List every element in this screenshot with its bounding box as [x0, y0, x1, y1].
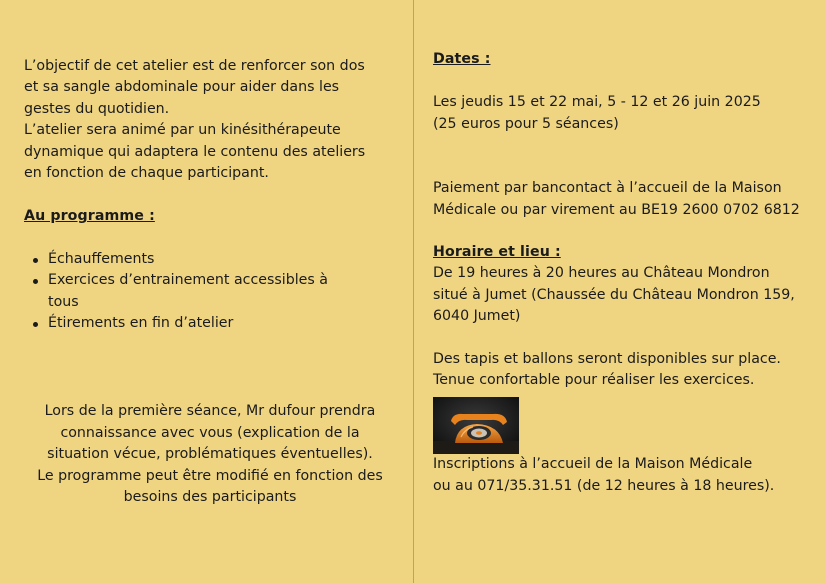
payment-line: Paiement par bancontact à l’accueil de la Maison — [433, 180, 782, 197]
left-column — [24, 56, 396, 509]
equipment-line: Tenue confortable pour réaliser les exercices. — [433, 372, 755, 389]
dates-line: Les jeudis 15 et 22 mai, 5 - 12 et 26 juin 2025 — [433, 94, 761, 111]
programme-heading: Au programme : — [24, 208, 155, 225]
intro-line: L’objectif de cet atelier est de renforcer son dos — [24, 58, 365, 74]
closing-line: situation vécue, problématiques éventuelles). — [47, 446, 373, 463]
intro-line: gestes du quotidien. — [24, 100, 170, 117]
payment-line: Médicale ou par virement au BE19 2600 0702 6812 — [433, 201, 800, 218]
closing-line: besoins des participants — [123, 489, 297, 506]
dates-line: (25 euros pour 5 séances) — [433, 115, 619, 132]
closing-line: Le programme peut être modifié en fonction des — [37, 467, 383, 484]
programme-item-text: Exercices d’entrainement accessibles à — [48, 272, 328, 289]
programme-item-text: Échauffements — [48, 250, 155, 267]
right-column — [433, 49, 825, 497]
equipment-paragraph — [433, 349, 825, 392]
programme-item-text: Étirements en fin d’atelier — [48, 315, 234, 332]
closing-line: connaissance avec vous (explication de la — [60, 424, 360, 441]
schedule-line: De 19 heures à 20 heures au Château Mondron — [433, 265, 770, 282]
closing-paragraph — [24, 401, 396, 508]
intro-line: en fonction de chaque participant. — [24, 165, 269, 182]
dates-paragraph — [433, 92, 825, 135]
programme-item — [24, 270, 348, 313]
intro-line: dynamique qui adaptera le contenu des ateliers — [24, 143, 366, 160]
programme-item — [24, 313, 348, 334]
schedule-line: 6040 Jumet) — [433, 308, 521, 325]
schedule-line: situé à Jumet (Chaussée du Château Mondron 159, — [433, 286, 795, 303]
equipment-line: Des tapis et ballons seront disponibles sur place. — [433, 350, 781, 367]
intro-line: L’atelier sera animé par un kinésithérapeute — [24, 122, 341, 139]
closing-line: Lors de la première séance, Mr dufour prendra — [44, 403, 376, 420]
dates-heading: Dates : — [433, 51, 491, 67]
programme-item — [24, 249, 348, 270]
payment-paragraph — [433, 178, 825, 221]
schedule-paragraph — [433, 263, 825, 327]
inscriptions-line: ou au 071/35.31.51 (de 12 heures à 18 heures). — [433, 477, 775, 494]
inscriptions-line: Inscriptions à l’accueil de la Maison Médicale — [433, 456, 753, 473]
programme-item-text: tous — [48, 293, 79, 310]
column-divider — [413, 0, 414, 583]
rotary-phone-photo — [433, 397, 519, 454]
schedule-heading: Horaire et lieu : — [433, 244, 561, 261]
intro-line: et sa sangle abdominale pour aider dans les — [24, 79, 340, 96]
programme-list — [24, 249, 396, 335]
intro-paragraph — [24, 56, 396, 184]
inscriptions-paragraph — [433, 454, 825, 497]
